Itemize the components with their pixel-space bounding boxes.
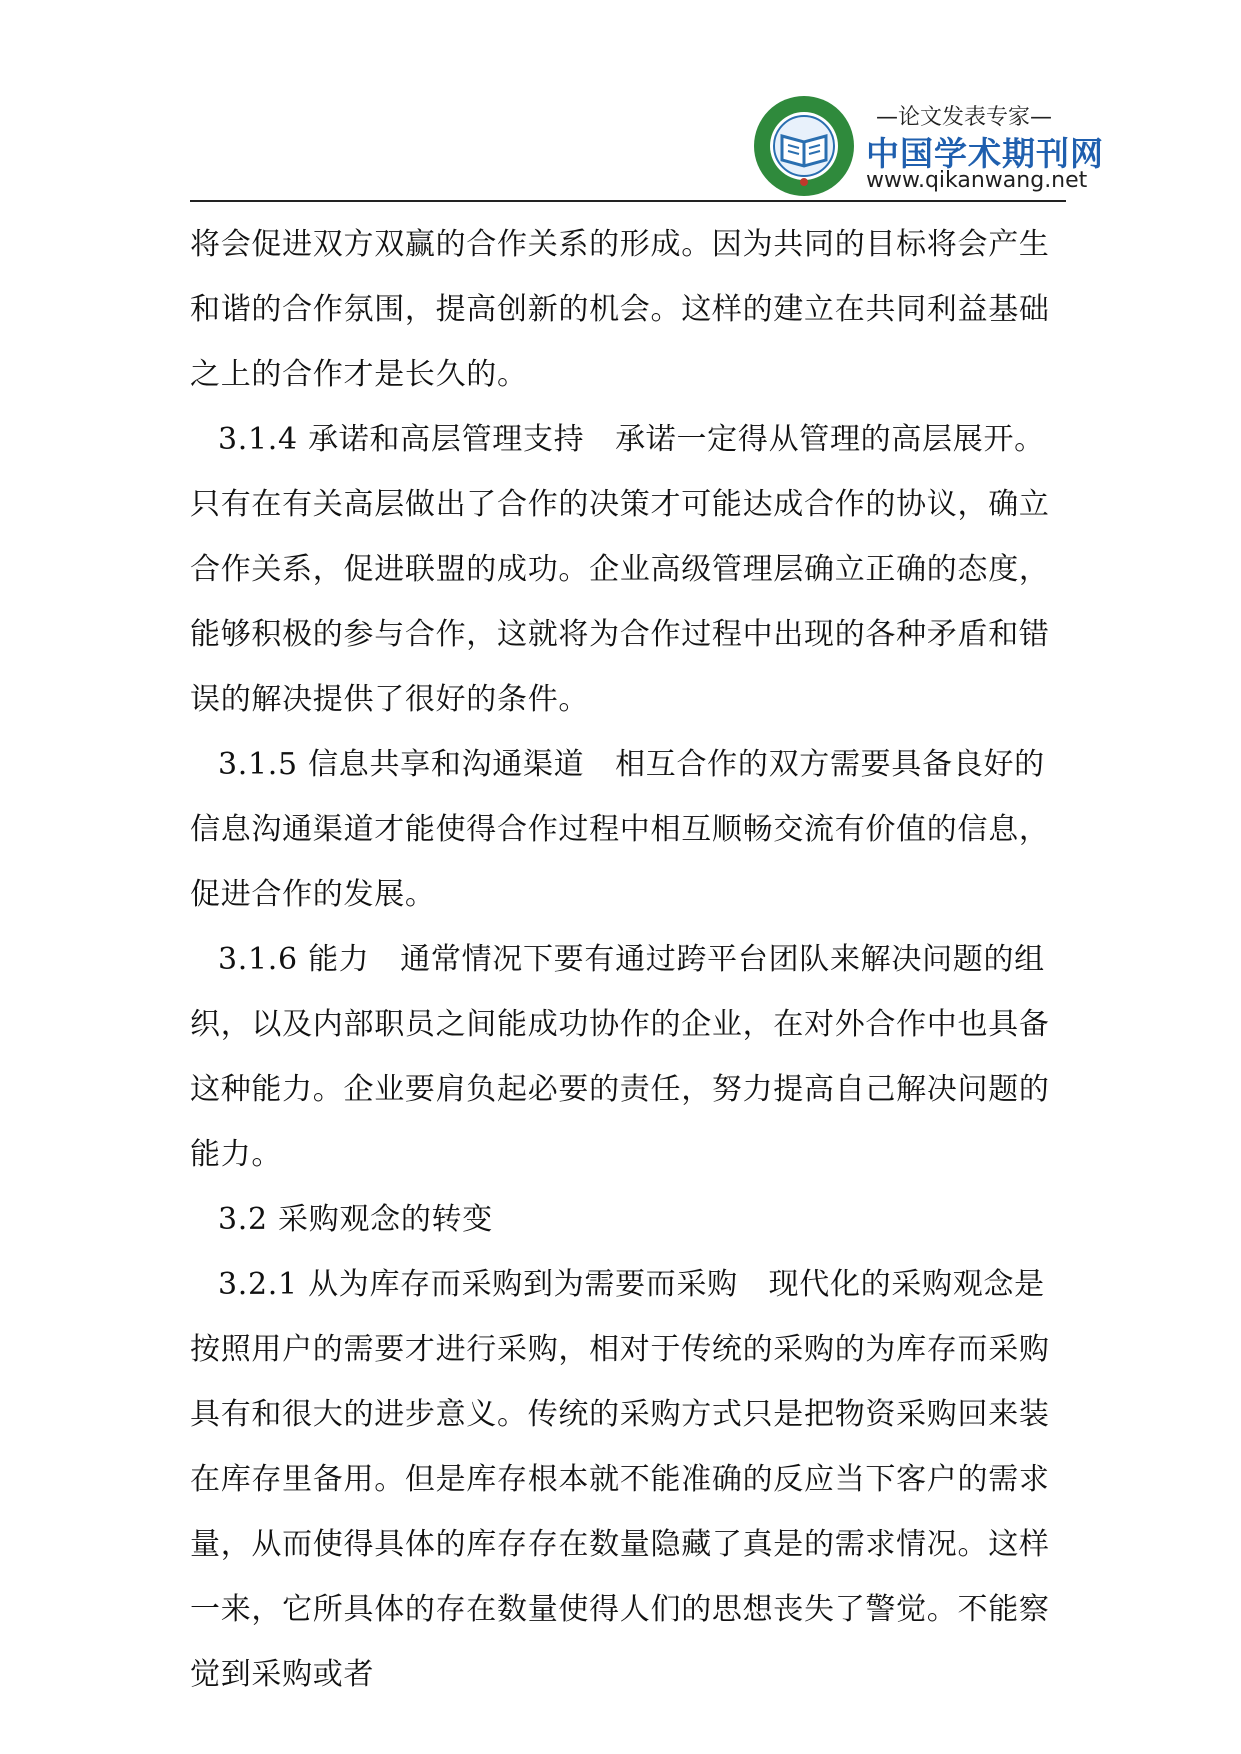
header-divider bbox=[190, 200, 1066, 202]
logo-url: www.qikanwang.net bbox=[866, 168, 1088, 193]
section-3-1-6-paragraph: 3.1.6 能力 通常情况下要有通过跨平台团队来解决问题的组织，以及内部职员之间能成功协作的企业，在对外合作中也具备这种能力。企业要肩负起必要的责任，努力提高自己解决问题的能力。 bbox=[190, 942, 1050, 1172]
document-body bbox=[190, 212, 1050, 1707]
page-header bbox=[190, 80, 1104, 200]
logo-brand: 中国学术期刊网 bbox=[866, 134, 1104, 173]
section-3-1-5-paragraph: 3.1.5 信息共享和沟通渠道 相互合作的双方需要具备良好的信息沟通渠道才能使得合作过程中相互顺畅交流有价值的信息，促进合作的发展。 bbox=[190, 747, 1050, 912]
seal-icon bbox=[752, 94, 856, 198]
body-paragraph: 将会促进双方双赢的合作关系的形成。因为共同的目标将会产生和谐的合作氛围，提高创新的机会。这样的建立在共同利益基础之上的合作才是长久的。 bbox=[190, 227, 1050, 392]
logo-slogan: —论文发表专家— bbox=[876, 105, 1053, 130]
section-3-2-heading: 3.2 采购观念的转变 bbox=[218, 1202, 493, 1237]
section-3-2-1-paragraph: 3.2.1 从为库存而采购到为需要而采购 现代化的采购观念是按照用户的需要才进行采购，相对于传统的采购的为库存而采购具有和很大的进步意义。传统的采购方式只是把物资采购回来装在库存里备用。但是库存根本就不能准确的反应当下客户的需求量，从而使得具体的库存存在数量隐藏了真是的需求情况。这样一来，它所具体的存在数量使得人们的思想丧失了警觉。不能察觉到采购或者 bbox=[190, 1267, 1050, 1692]
logo-text-block bbox=[864, 94, 1104, 198]
section-3-1-4-paragraph: 3.1.4 承诺和高层管理支持 承诺一定得从管理的高层展开。只有在有关高层做出了合作的决策才可能达成合作的协议，确立合作关系，促进联盟的成功。企业高级管理层确立正确的态度，能够积极的参与合作，这就将为合作过程中出现的各种矛盾和错误的解决提供了很好的条件。 bbox=[190, 422, 1050, 717]
qikanwang-logo bbox=[752, 94, 1104, 194]
